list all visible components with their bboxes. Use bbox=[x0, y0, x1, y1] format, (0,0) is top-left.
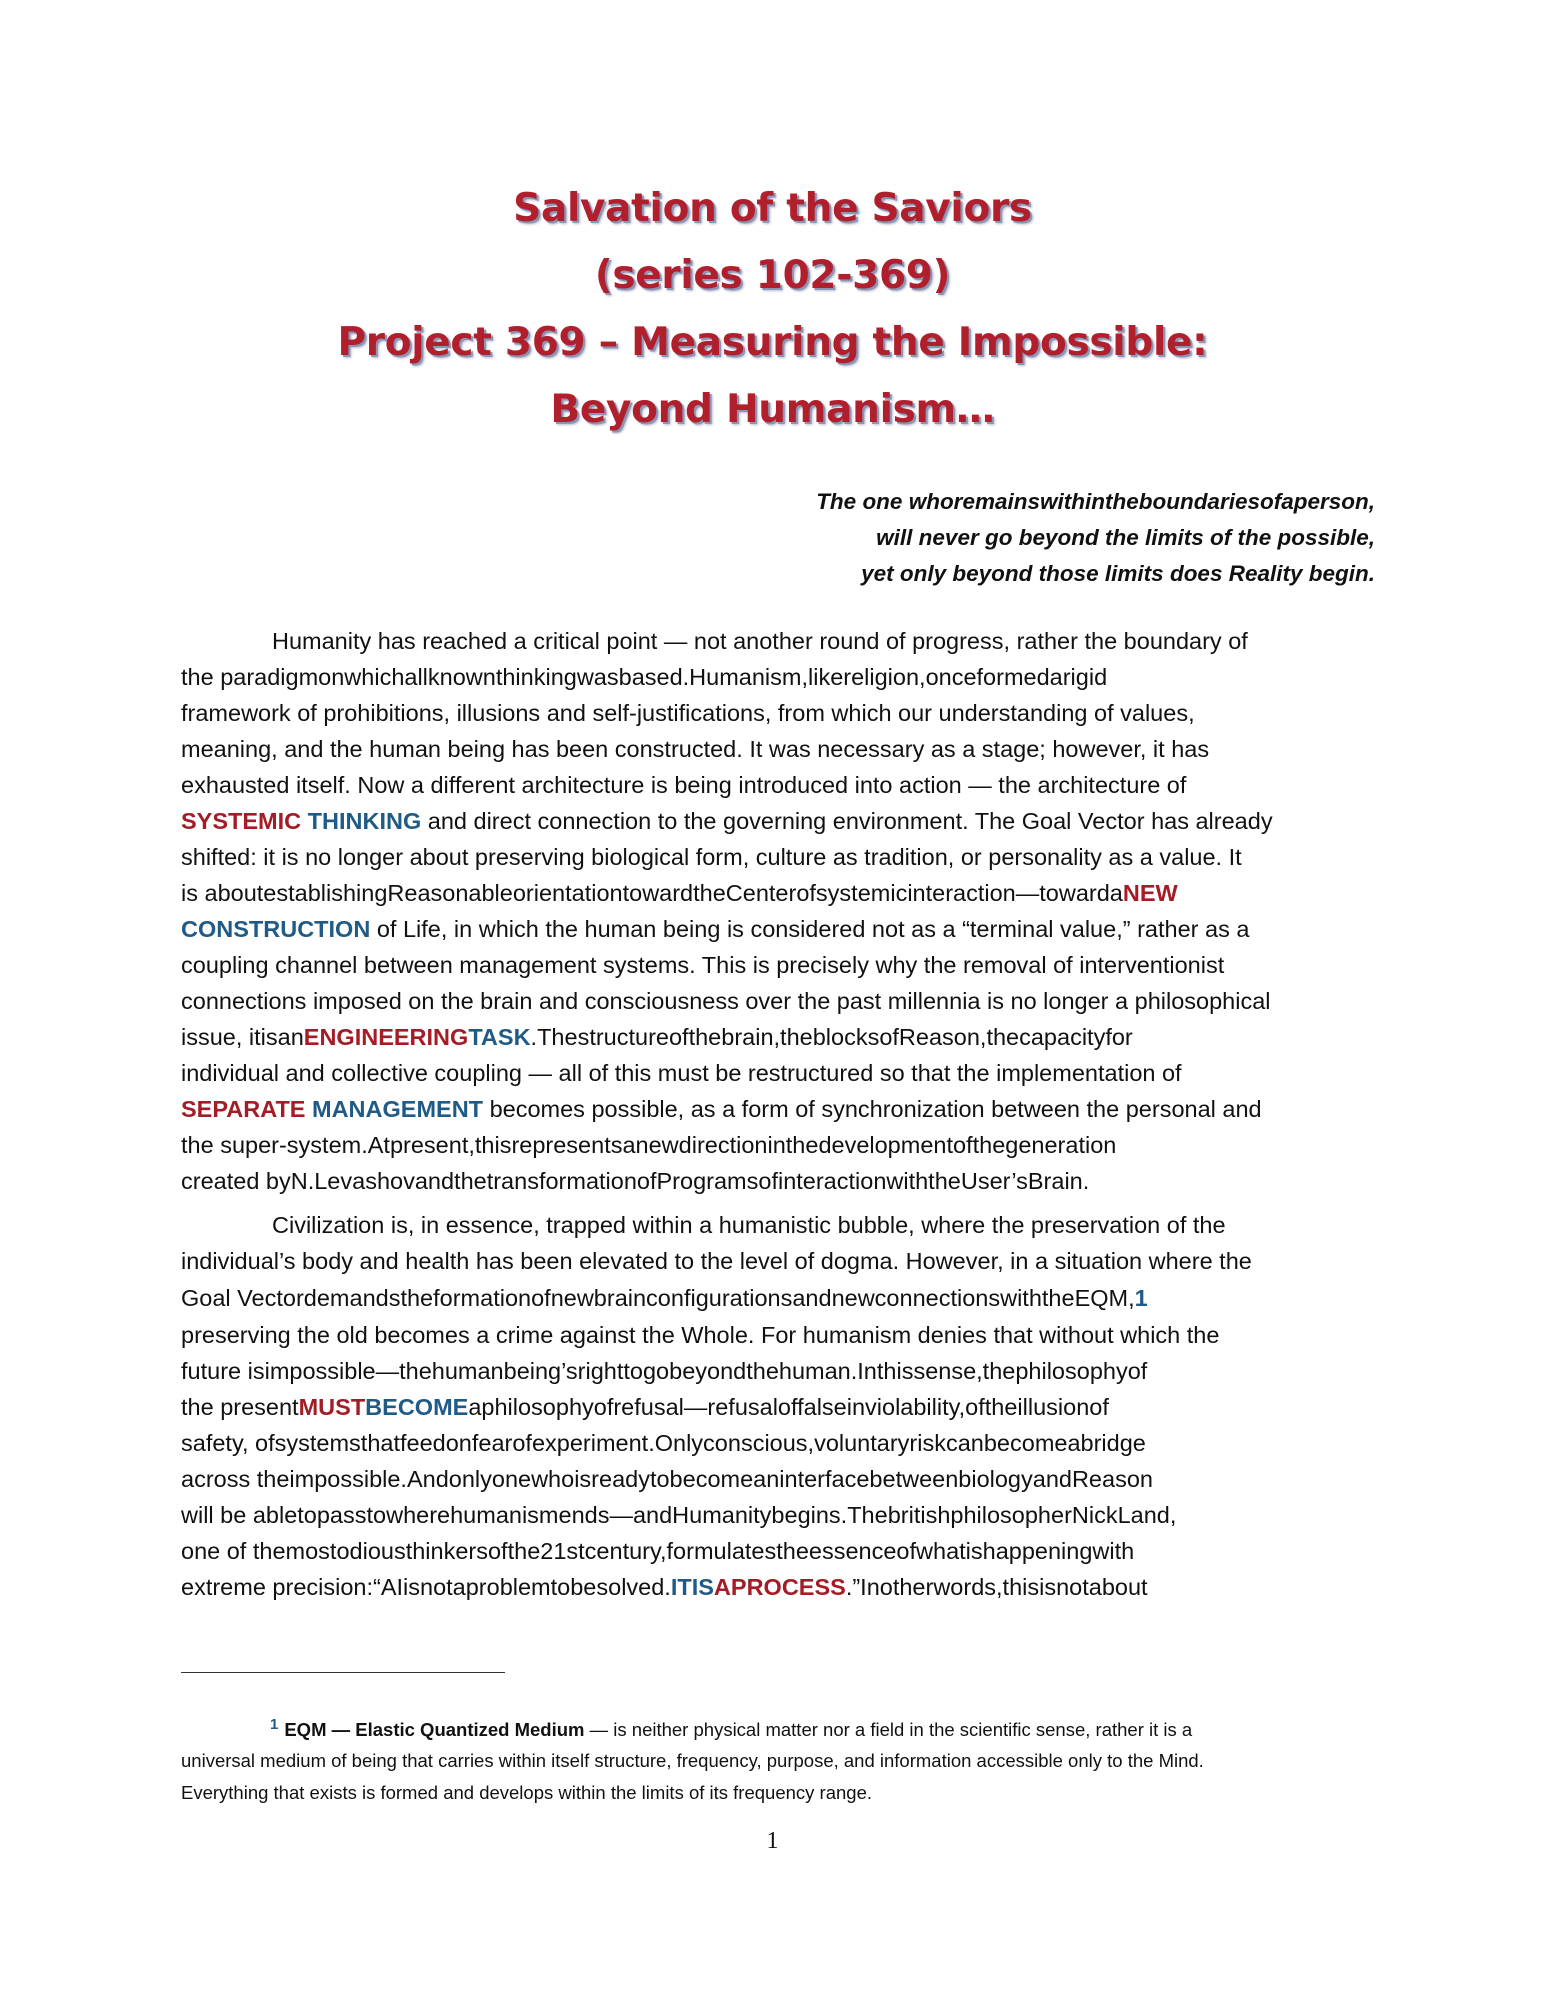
footnote-line: universal medium of being that carries within itself structure, frequency, purpose, and information accessible only to the Mind. bbox=[181, 1750, 1204, 1771]
body-line: future isimpossible—thehumanbeing’srighttogobeyondthehuman.Inthissense,thephilosophyof bbox=[181, 1358, 1148, 1384]
title-line-2: (series 102-369) bbox=[594, 253, 951, 298]
footnote-line bbox=[270, 1716, 1192, 1741]
body-line: Humanity has reached a critical point — not another round of progress, rather the boundary of bbox=[272, 628, 1248, 654]
footnote-line: Everything that exists is formed and develops within the limits of its frequency range. bbox=[181, 1782, 873, 1803]
body-text: extreme precision:“AIisnotaproblemtobesolved. bbox=[181, 1574, 671, 1600]
body-line: meaning, and the human being has been constructed. It was necessary as a stage; however, it has bbox=[181, 736, 1210, 762]
epigraph bbox=[655, 484, 1375, 592]
highlight-term: BECOME bbox=[365, 1394, 469, 1420]
highlight-term: APROCESS bbox=[713, 1574, 846, 1600]
footnote-reference[interactable]: 1 bbox=[1134, 1285, 1148, 1311]
footnote-text: — is neither physical matter nor a field in the scientific sense, rather it is a bbox=[584, 1719, 1193, 1741]
body-line: exhausted itself. Now a different architecture is being introduced into action — the architecture of bbox=[181, 772, 1187, 798]
body-text: the present bbox=[181, 1394, 299, 1420]
body-text: .Thestructureofthebrain,theblocksofReason,thecapacityfor bbox=[530, 1024, 1133, 1050]
page-number: 1 bbox=[766, 1828, 779, 1854]
body-line bbox=[181, 880, 1178, 907]
body-line bbox=[181, 808, 1273, 835]
highlight-term: TASK bbox=[468, 1024, 531, 1050]
highlight-term: ENGINEERING bbox=[303, 1024, 469, 1050]
body-line bbox=[181, 1285, 1148, 1312]
highlight-term: CONSTRUCTION bbox=[181, 916, 371, 942]
body-line: safety, ofsystemsthatfeedonfearofexperiment.Onlyconscious,voluntaryriskcanbecomeabridge bbox=[181, 1430, 1146, 1456]
body-text: becomes possible, as a form of synchronization between the personal and bbox=[483, 1096, 1262, 1122]
title-line-1: Salvation of the Saviors bbox=[513, 186, 1032, 231]
body-line: the paradigmonwhichallknownthinkingwasbased.Humanism,likereligion,onceformedarigid bbox=[181, 664, 1108, 690]
footnote-number: 1 bbox=[270, 1716, 279, 1733]
epigraph-line: will never go beyond the limits of the possible, bbox=[876, 525, 1375, 550]
footnote-divider bbox=[181, 1672, 505, 1673]
highlight-term: NEW bbox=[1122, 880, 1178, 906]
body-line: coupling channel between management systems. This is precisely why the removal of interventionist bbox=[181, 952, 1225, 978]
body-line bbox=[181, 1574, 1148, 1601]
body-text: .”Inotherwords,thisisnotabout bbox=[845, 1574, 1148, 1600]
body-line: created byN.LevashovandthetransformationofProgramsofinteractionwiththeUser’sBrain. bbox=[181, 1168, 1090, 1194]
highlight-term: THINKING bbox=[307, 808, 422, 834]
body-line bbox=[181, 916, 1249, 943]
body-line: individual and collective coupling — all of this must be restructured so that the implementation of bbox=[181, 1060, 1182, 1086]
body-text: aphilosophyofrefusal—refusaloffalseinviolability,oftheillusionof bbox=[468, 1394, 1109, 1420]
body-line: will be abletopasstowherehumanismends—andHumanitybegins.ThebritishphilosopherNickLand, bbox=[181, 1502, 1177, 1528]
body-line bbox=[181, 1394, 1109, 1421]
epigraph-line: yet only beyond those limits does Reality begin. bbox=[861, 561, 1375, 586]
highlight-term: SYSTEMIC bbox=[181, 808, 302, 834]
body-line: the super-system.Atpresent,thisrepresentsanewdirectioninthedevelopmentofthegeneration bbox=[181, 1132, 1117, 1158]
highlight-term: MUST bbox=[298, 1394, 366, 1420]
body-line: framework of prohibitions, illusions and self-justifications, from which our understanding of values, bbox=[181, 700, 1195, 726]
title-line-4: Beyond Humanism… bbox=[550, 387, 995, 432]
body-line bbox=[181, 1024, 1133, 1051]
body-line: connections imposed on the brain and consciousness over the past millennia is no longer a philosophical bbox=[181, 988, 1271, 1014]
body-line: across theimpossible.AndonlyonewhoisreadytobecomeaninterfacebetweenbiologyandReason bbox=[181, 1466, 1153, 1492]
epigraph-line: The one whoremainswithintheboundariesofaperson, bbox=[816, 489, 1375, 514]
body-text: of Life, in which the human being is considered not as a “terminal value,” rather as a bbox=[370, 916, 1250, 942]
body-text: is aboutestablishingReasonableorientationtowardtheCenterofsystemicinteraction—towarda bbox=[181, 880, 1123, 906]
body-line bbox=[181, 1096, 1262, 1123]
body-text: Goal Vectordemandstheformationofnewbrainconfigurationsandnewconnectionswiththe bbox=[181, 1285, 1075, 1311]
body-text: issue, itisan bbox=[181, 1024, 304, 1050]
body-line: Civilization is, in essence, trapped within a humanistic bubble, where the preservation of the bbox=[272, 1212, 1226, 1238]
title-line-3: Project 369 – Measuring the Impossible: bbox=[337, 320, 1208, 365]
highlight-term: MANAGEMENT bbox=[312, 1096, 484, 1122]
body-line: shifted: it is no longer about preserving biological form, culture as tradition, or personality as a value. It bbox=[181, 844, 1242, 870]
body-text: EQM, bbox=[1074, 1285, 1135, 1311]
body-text: and direct connection to the governing environment. The Goal Vector has already bbox=[421, 808, 1273, 834]
body-line: one of themostodiousthinkersofthe21stcentury,formulatestheessenceofwhatishappeningwith bbox=[181, 1538, 1135, 1564]
footnote-term: EQM — Elastic Quantized Medium bbox=[284, 1719, 585, 1741]
body-line: preserving the old becomes a crime against the Whole. For humanism denies that without which the bbox=[181, 1322, 1220, 1348]
body-line: individual’s body and health has been elevated to the level of dogma. However, in a situation where the bbox=[181, 1248, 1252, 1274]
highlight-term: SEPARATE bbox=[181, 1096, 306, 1122]
highlight-term: ITIS bbox=[670, 1574, 714, 1600]
